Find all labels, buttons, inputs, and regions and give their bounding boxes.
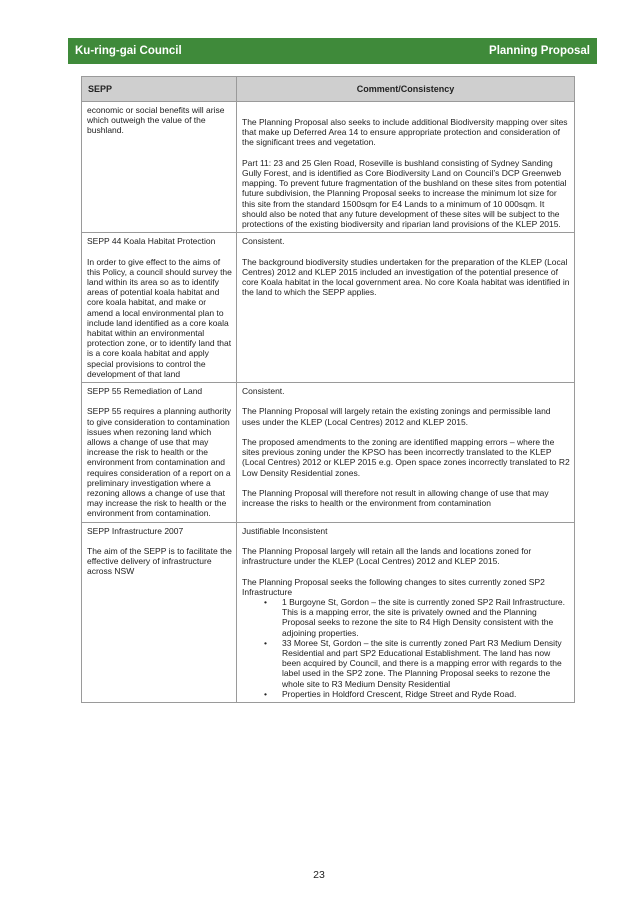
table-row	[82, 522, 575, 702]
sepp-cell	[82, 522, 237, 702]
sepp-text: SEPP 55 requires a planning authority to give consideration to contamination issues when rezoning land which allows a change of use that may increase the risk to health or the environment from contamination and requires consideration of a report on a preliminary investigation where a rezoning allows a change of use that may increase the risk to health or the environment from contamination.	[87, 406, 231, 519]
column-header-sepp: SEPP	[82, 77, 237, 102]
consistency-status: Consistent.	[242, 386, 285, 397]
table-row	[82, 233, 575, 383]
consistency-status: Consistent.	[242, 236, 285, 247]
document-type: Planning Proposal	[489, 45, 590, 57]
comment-text: The Planning Proposal largely will retain all the lands and locations zoned for infrastructure under the KLEP (Local Centres) 2012 and KLEP 2015.	[242, 546, 532, 567]
comment-cell	[237, 233, 575, 383]
comment-cell	[237, 383, 575, 523]
sepp-text: In order to give effect to the aims of this Policy, a council should survey the land within its area so as to identify areas of potential koala habitat and core koala habitat, and make or amend a local environmental plan to include land identified as a core koala habitat within an environmental protection zone, or to identify land that is a core koala habitat and apply special provisions to control the development of that land	[87, 256, 232, 379]
sepp-cell	[82, 383, 237, 523]
comment-text: Part 11: 23 and 25 Glen Road, Roseville is bushland consisting of Sydney Sanding Gully Forest, and is identified as Core Biodiversity Land on Council’s DCP Greenweb mapping. To prevent future fragmentation of the bushland on these sites from potential future subdivision, the Planning Proposal seeks to increase the minimum lot size for this site from the standard 1500sqm for E4 Lands to a minimum of 10 000sqm. It should also be noted that any future development of these sites will be subject to the protections of the existing biodiversity and riparian land provisions of the KLEP 2015.	[242, 157, 567, 230]
list-item: • 1 Burgoyne St, Gordon – the site is currently zoned SP2 Rail Infrastructure. This is a mapping error, the site is privately owned and the Planning Proposal seeks to rezone the site to R4 High Density consistent with the adjoining properties.	[282, 597, 570, 638]
table-header-row	[82, 77, 575, 102]
comment-text: The Planning Proposal will largely retain the existing zonings and permissible land uses under the KLEP (Local Centres) 2012 and KLEP 2015.	[242, 406, 551, 427]
sepp-text: The aim of the SEPP is to facilitate the effective delivery of infrastructure across NSW	[87, 546, 232, 577]
comment-text: The Planning Proposal will therefore not result in allowing change of use that may increase the risks to health or the environment from contamination	[242, 488, 549, 509]
column-header-comment: Comment/Consistency	[237, 77, 575, 102]
page-number: 23	[313, 869, 325, 881]
comment-text: The Planning Proposal also seeks to include additional Biodiversity mapping over sites that make up Deferred Area 14 to ensure appropriate protection and consideration of the significant trees and vegetation.	[242, 117, 568, 148]
list-item: • 33 Moree St, Gordon – the site is currently zoned Part R3 Medium Density Residential and part SP2 Educational Establishment. The land has now been acquired by Council, and there is a mapping error with regards to the label used in the SP2 zone. The Planning Proposal seeks to rezone the whole site to R3 Medium Density Residential	[282, 638, 570, 689]
council-name: Ku-ring-gai Council	[75, 45, 182, 57]
comment-text: The Planning Proposal seeks the following changes to sites currently zoned SP2 Infrastructure	[242, 576, 545, 597]
comment-cell	[237, 102, 575, 233]
comment-text: The background biodiversity studies undertaken for the preparation of the KLEP (Local Centres) 2012 and KLEP 2015 included an investigation of the potential presence of core Koala habitat in the local government area. No core Koala habitat was identified in the land to which the SEPP applies.	[242, 256, 570, 298]
sepp-consistency-table	[81, 76, 575, 703]
sepp-title: SEPP Infrastructure 2007	[87, 525, 184, 536]
sepp-title: SEPP 55 Remediation of Land	[87, 386, 203, 397]
table-row	[82, 383, 575, 523]
sp2-changes-list	[242, 597, 570, 699]
sepp-cell	[82, 102, 237, 233]
document-header	[68, 38, 597, 64]
table-row	[82, 102, 575, 233]
list-item: • Properties in Holdford Crescent, Ridge Street and Ryde Road.	[282, 689, 570, 699]
sepp-title: SEPP 44 Koala Habitat Protection	[87, 236, 216, 247]
comment-cell	[237, 522, 575, 702]
comment-text: The proposed amendments to the zoning are identified mapping errors – where the sites previous zoning under the KPSO has been incorrectly translated to the KLEP (Local Centres) 2012 or KLEP 2015 e.g. Open space zones incorrectly translated to R2 Low Density Residential zones.	[242, 437, 570, 478]
consistency-status: Justifiable Inconsistent	[242, 525, 328, 536]
sepp-text: economic or social benefits will arise which outweigh the value of the bushland.	[87, 105, 225, 136]
sepp-cell	[82, 233, 237, 383]
